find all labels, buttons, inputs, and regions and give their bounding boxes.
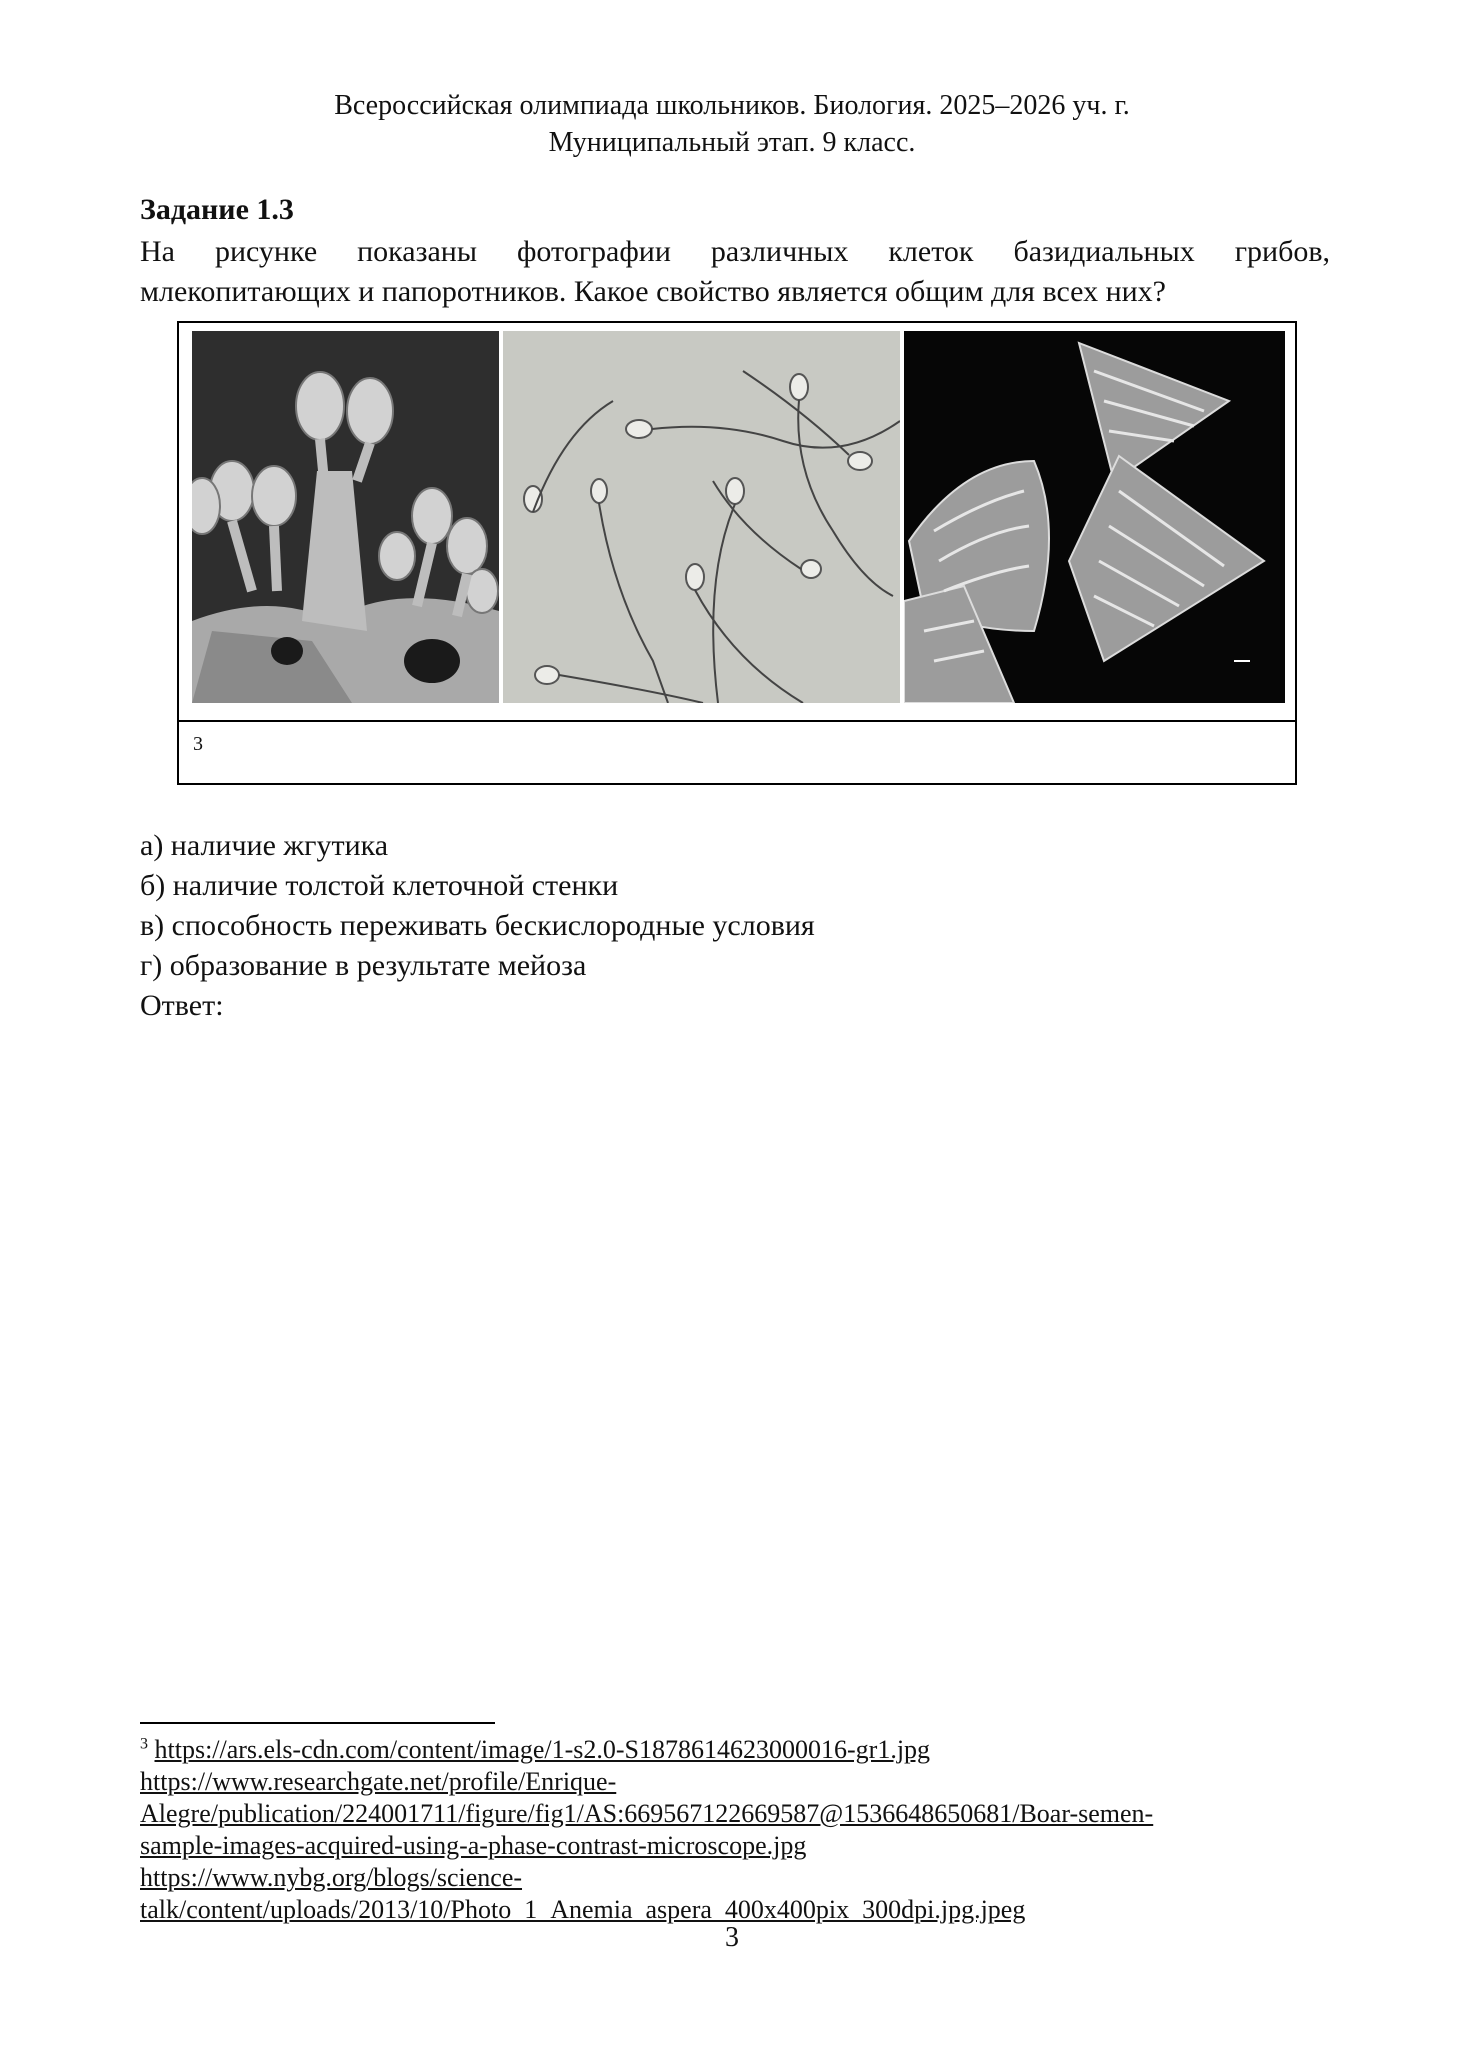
task-title: Задание 1.3 bbox=[140, 193, 294, 226]
basidia-sem-image bbox=[192, 331, 499, 703]
option-d: г) образование в результате мейоза bbox=[140, 949, 587, 982]
footnote-rule bbox=[140, 1722, 495, 1724]
footnote-link-2-part-2[interactable]: Alegre/publication/224001711/figure/fig1/AS:669567122669587@1536648650681/Boar-semen- bbox=[140, 1799, 1154, 1828]
fern-spore-photo bbox=[904, 331, 1285, 703]
page-number: 3 bbox=[725, 1922, 739, 1953]
figure-footnote-ref: 3 bbox=[193, 733, 203, 755]
option-c: в) способность переживать бескислородные условия bbox=[140, 909, 815, 942]
option-b: б) наличие толстой клеточной стенки bbox=[140, 869, 619, 902]
figure-frame bbox=[177, 321, 1297, 785]
task-prompt-line-1: На рисунке показаны фотографии различных клеток базидиальных грибов, bbox=[140, 235, 1330, 268]
sperm-photo bbox=[503, 331, 900, 703]
figure-separator bbox=[179, 720, 1295, 722]
footnote-link-3-part-2[interactable]: talk/content/uploads/2013/10/Photo_1_Anemia_aspera_400x400pix_300dpi.jpg.jpeg bbox=[140, 1895, 1026, 1924]
task-prompt bbox=[140, 232, 1330, 312]
footnotes bbox=[140, 1734, 1340, 1926]
footnote-link-2-part-1[interactable]: https://www.researchgate.net/profile/Enrique- bbox=[140, 1767, 617, 1796]
basidia-photo bbox=[192, 331, 499, 703]
header-line-2: Муниципальный этап. 9 класс. bbox=[548, 127, 916, 158]
answer-options bbox=[140, 826, 815, 1026]
option-a: а) наличие жгутика bbox=[140, 829, 389, 862]
boar-sperm-phase-contrast-image bbox=[503, 331, 900, 703]
footnote-link-3-part-1[interactable]: https://www.nybg.org/blogs/science- bbox=[140, 1863, 523, 1892]
task-prompt-line-2: млекопитающих и папоротников. Какое свойство является общим для всех них? bbox=[140, 275, 1166, 308]
footnote-marker: 3 bbox=[140, 1735, 148, 1753]
footnote-link-1[interactable]: https://ars.els-cdn.com/content/image/1-s2.0-S1878614623000016-gr1.jpg bbox=[154, 1735, 931, 1764]
anemia-spore-sem-image bbox=[904, 331, 1285, 703]
answer-label: Ответ: bbox=[140, 989, 224, 1022]
header-line-1: Всероссийская олимпиада школьников. Биология. 2025–2026 уч. г. bbox=[334, 90, 1130, 121]
footnote-link-2-part-3[interactable]: sample-images-acquired-using-a-phase-contrast-microscope.jpg bbox=[140, 1831, 807, 1860]
